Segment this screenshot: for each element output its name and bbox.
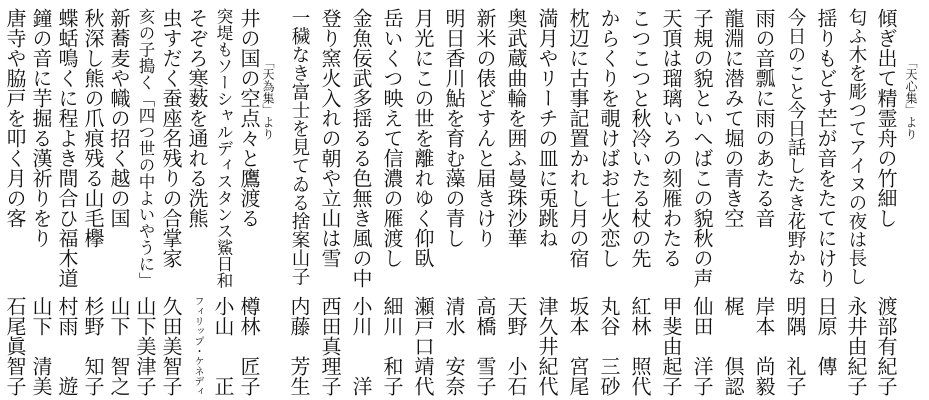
haiku-author: 日原 傳: [814, 296, 838, 376]
haiku-author: 丸谷 三砂: [597, 296, 621, 396]
haiku-text: 今日のこと今日話したき花野かな: [785, 8, 806, 286]
haiku-text: 唐寺や脇戸を叩く月の客: [3, 8, 27, 228]
haiku-author: 石尾眞智子: [3, 296, 27, 396]
haiku-text: 登り窯火入れの朝や立山は雪: [318, 8, 342, 268]
haiku-author: 久田美智子: [159, 296, 183, 396]
haiku-text: 一穢なき富士を見てゐる捨案山子: [289, 8, 310, 286]
haiku-author: 瀬戸口靖代: [411, 296, 435, 396]
haiku-text: こつこつと秋冷いたる杖の先: [628, 8, 652, 268]
haiku-text: からくりを覗けばお七火恋し: [597, 8, 621, 268]
haiku-author: 樽林 匠子: [237, 296, 261, 396]
haiku-text: 蝶蛞鳴くに程よき間合ひ福木道: [55, 8, 79, 288]
haiku-author: 明隅 礼子: [783, 296, 807, 396]
haiku-author: 細川 和子: [380, 296, 404, 396]
haiku-text: 子規の貌といへばこの貌秋の声: [690, 8, 714, 288]
haiku-text: 岳いくつ映えて信濃の雁渡し: [380, 8, 404, 268]
haiku-text: そぞろ寒薮を通れる洗熊: [185, 8, 209, 228]
haiku-author: 永井由紀子: [844, 296, 868, 396]
haiku-author: 仙田 洋子: [690, 296, 714, 396]
haiku-author: 杉野 知子: [81, 296, 105, 396]
haiku-author: 津久井紀代: [535, 296, 559, 396]
haiku-author: 小川 洋: [349, 296, 373, 396]
haiku-author: フィリップ・ケネディ: [192, 296, 203, 396]
haiku-author: 高橋 雪子: [473, 296, 497, 396]
haiku-text: 新蕎麦や幟の招く越の国: [107, 8, 131, 228]
haiku-author: 内藤 芳生: [287, 296, 311, 396]
haiku-author: 梶 倶認: [721, 296, 745, 396]
haiku-author: 紅林 照代: [628, 296, 652, 396]
haiku-text: 満月やリーチの皿に兎跳ね: [535, 8, 559, 248]
haiku-text: 明日香川鮎を育む藻の青し: [442, 8, 466, 248]
haiku-author: 山下美津子: [133, 296, 157, 396]
haiku-text: 月光にこの世を離れゆく仰臥: [411, 8, 435, 268]
haiku-text: 天頂は瑠璃いろの刻雁わたる: [659, 8, 683, 268]
haiku-author: 山下 清美: [29, 296, 53, 396]
haiku-author: 甲斐由起子: [659, 296, 683, 396]
haiku-text: 金魚佞武多揺るる色無き風の中: [349, 8, 373, 288]
haiku-text: 新米の俵どすんと届きけり: [473, 8, 497, 248]
haiku-author: 渡部有紀子: [874, 296, 898, 396]
haiku-author: 岸本 尚毅: [752, 296, 776, 396]
haiku-text: 龍淵に潜みて堀の青き空: [721, 8, 745, 228]
haiku-text: 井の国の空点々と鷹渡る: [237, 8, 261, 228]
haiku-author: 坂本 宮尾: [566, 296, 590, 396]
section-source-label: 「天為集」より: [261, 56, 275, 140]
section-source-label: 「天心集」より: [904, 56, 918, 140]
haiku-text: 秋深し熊の爪痕残る山毛欅: [81, 8, 105, 248]
haiku-text: 雨の音瓢に雨のあたる音: [752, 8, 776, 228]
haiku-author: 村雨 遊: [55, 296, 79, 396]
haiku-text: 傾ぎ出て精霊舟の竹細し: [874, 8, 898, 228]
haiku-author: 清水 安奈: [442, 296, 466, 396]
haiku-text: 奥武蔵曲輪を囲ふ曼珠沙華: [504, 8, 528, 248]
haiku-author: 天野 小石: [504, 296, 528, 396]
haiku-author: 山下 智之: [107, 296, 131, 396]
haiku-text: 突堤もソーシャルディスタンス鯊日和: [214, 8, 233, 289]
haiku-text: 鐘の音に芋掘る漢祈りをり: [29, 8, 53, 248]
haiku-text: 枕辺に古事記置かれし月の宿: [566, 8, 590, 268]
haiku-text: 揺りもどす芒が音をたてにけり: [814, 8, 838, 288]
haiku-text: 虫すだく蚕座名残りの合掌家: [159, 8, 183, 268]
haiku-text: 亥の子搗く「四つ世の中よいやうに」: [136, 8, 155, 289]
haiku-author: 西田真理子: [318, 296, 342, 396]
haiku-text: 匂ふ木を彫つてアイヌの夜は長し: [846, 8, 867, 286]
haiku-author: 小山 正: [211, 296, 235, 396]
